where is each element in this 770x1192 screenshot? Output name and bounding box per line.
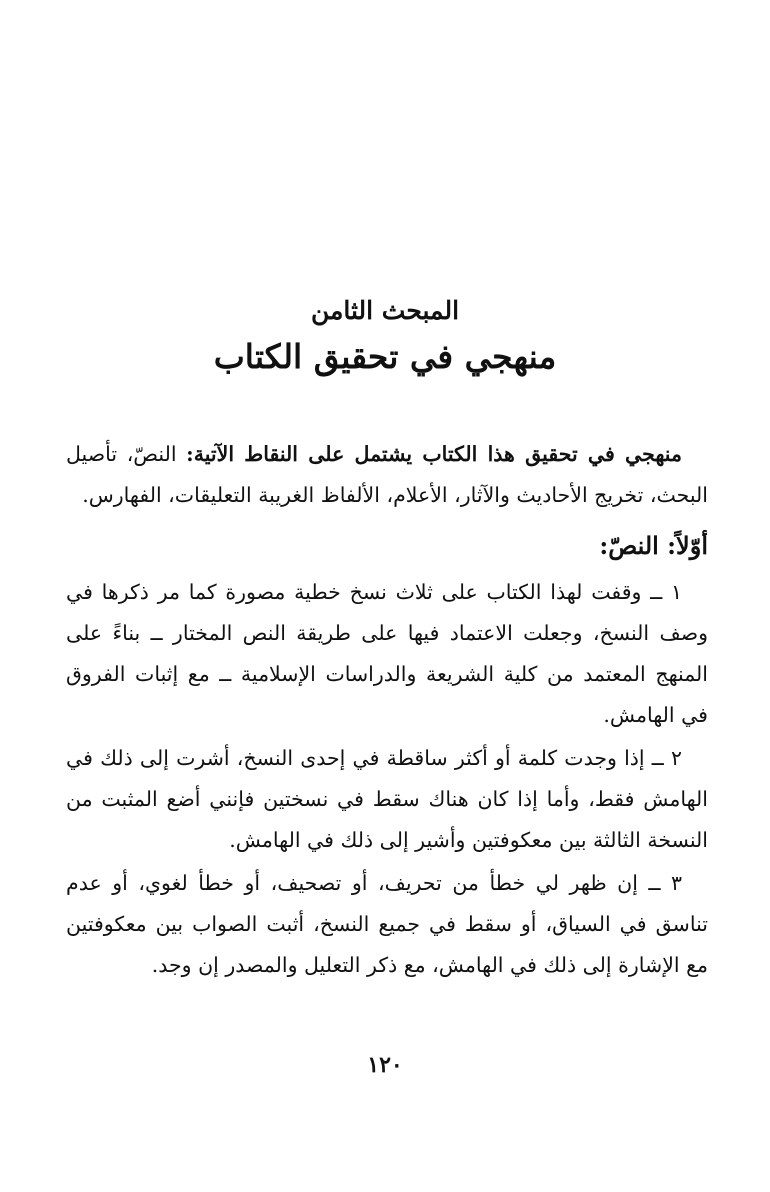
intro-paragraph <box>66 434 708 516</box>
heading-block <box>0 292 770 382</box>
chapter-title: منهجي في تحقيق الكتاب <box>213 337 557 376</box>
list-item: ٣ ــ إن ظهر لي خطأ من تحريف، أو تصحيف، أو خطأ لغوي، أو عدم تناسق في السياق، أو سقط في جميع النسخ، أثبت الصواب بين معكوفتين مع الإشارة إلى ذلك في الهامش، مع ذكر التعليل والمصدر إن وجد. <box>66 871 708 977</box>
subheading-text: أوّلاً: النصّ: <box>599 531 708 560</box>
body-text <box>66 434 708 986</box>
intro-rest: النصّ، تأصيل البحث، تخريج الأحاديث والآثار، الأعلام، الألفاظ الغريبة التعليقات، الفهارس. <box>66 442 708 507</box>
list-item: ١ ــ وقفت لهذا الكتاب على ثلاث نسخ خطية مصورة كما مر ذكرها في وصف النسخ، وجعلت الاعتماد فيها على طريقة النص المختار ــ بناءً على المنهج المعتمد من كلية الشريعة والدراسات الإسلامية ــ مع إثبات الفروق في الهامش. <box>66 580 708 727</box>
page-number: ١٢٠ <box>367 1052 403 1078</box>
intro-lead: منهجي في تحقيق هذا الكتاب يشتمل على النقاط الآتية: <box>186 442 682 466</box>
section-label: المبحث الثامن <box>310 296 460 325</box>
list-item: ٢ ــ إذا وجدت كلمة أو أكثر ساقطة في إحدى النسخ، أشرت إلى ذلك في الهامش فقط، وأما إذا كان هناك سقط في نسختين فإنني أضع المثبت من النسخة الثالثة بين معكوفتين وأشير إلى ذلك في الهامش. <box>66 746 708 852</box>
